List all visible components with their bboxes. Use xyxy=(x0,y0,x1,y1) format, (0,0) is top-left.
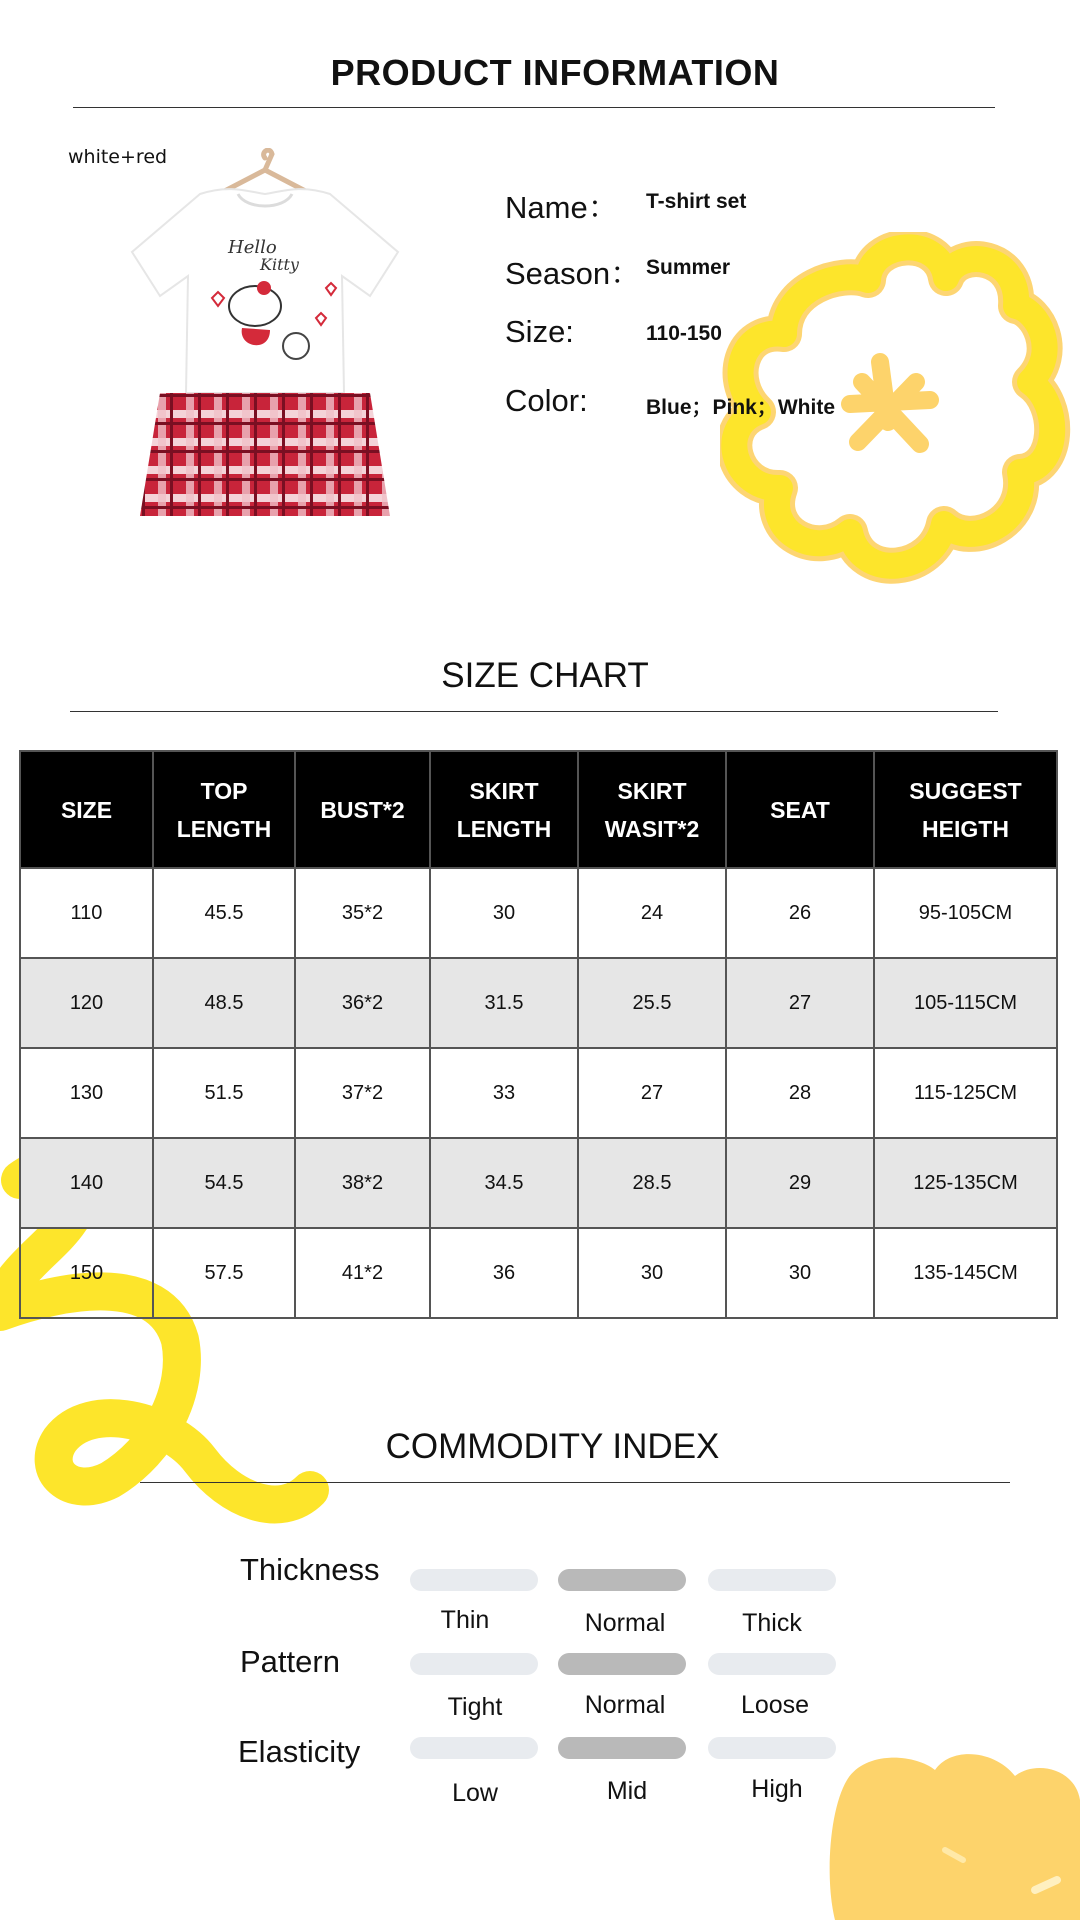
size-value: 110-150 xyxy=(646,322,722,345)
table-cell: 30 xyxy=(430,868,578,958)
table-row xyxy=(20,868,1057,958)
thickness-label: Thickness xyxy=(240,1552,380,1587)
table-header-row xyxy=(20,751,1057,868)
table-cell: 41*2 xyxy=(295,1228,430,1318)
elasticity-label: Elasticity xyxy=(238,1734,361,1769)
name-value: T-shirt set xyxy=(646,190,747,213)
table-cell: 27 xyxy=(578,1048,726,1138)
color-label: Color: xyxy=(505,383,588,418)
name-label: Name： xyxy=(505,190,619,225)
elasticity-option-high: High xyxy=(751,1775,803,1803)
pattern-option-normal: Normal xyxy=(584,1691,666,1719)
size-chart-divider xyxy=(70,711,998,712)
table-cell: 150 xyxy=(20,1228,153,1318)
table-cell: 110 xyxy=(20,868,153,958)
header-suggest-height: SUGGEST HEIGTH xyxy=(874,751,1057,868)
table-cell: 31.5 xyxy=(430,958,578,1048)
elasticity-low-bar xyxy=(410,1737,538,1759)
table-cell: 140 xyxy=(20,1138,153,1228)
variant-label: white+red xyxy=(68,146,168,168)
table-cell: 135-145CM xyxy=(874,1228,1057,1318)
table-row xyxy=(20,958,1057,1048)
pattern-label: Pattern xyxy=(240,1644,340,1679)
color-value: Blue；Pink；White xyxy=(646,396,836,419)
elasticity-mid-bar xyxy=(558,1737,686,1759)
pattern-option-loose: Loose xyxy=(740,1691,810,1719)
table-cell: 27 xyxy=(726,958,874,1048)
product-info-divider xyxy=(73,107,995,108)
table-cell: 30 xyxy=(726,1228,874,1318)
table-cell: 25.5 xyxy=(578,958,726,1048)
size-chart-table xyxy=(19,750,1058,1319)
commodity-index-title: COMMODITY INDEX xyxy=(385,1427,720,1466)
thickness-option-thin: Thin xyxy=(440,1606,490,1634)
table-cell: 95-105CM xyxy=(874,868,1057,958)
table-cell: 36 xyxy=(430,1228,578,1318)
table-cell: 120 xyxy=(20,958,153,1048)
table-cell: 45.5 xyxy=(153,868,295,958)
table-cell: 30 xyxy=(578,1228,726,1318)
table-cell: 35*2 xyxy=(295,868,430,958)
table-cell: 48.5 xyxy=(153,958,295,1048)
table-cell: 24 xyxy=(578,868,726,958)
table-cell: 115-125CM xyxy=(874,1048,1057,1138)
table-row xyxy=(20,1138,1057,1228)
table-cell: 28 xyxy=(726,1048,874,1138)
size-chart-title: SIZE CHART xyxy=(441,656,649,695)
table-cell: 37*2 xyxy=(295,1048,430,1138)
table-cell: 26 xyxy=(726,868,874,958)
thickness-option-thick: Thick xyxy=(742,1609,802,1637)
table-cell: 51.5 xyxy=(153,1048,295,1138)
season-value: Summer xyxy=(646,256,731,279)
size-label: Size: xyxy=(505,314,574,349)
pattern-loose-bar xyxy=(708,1653,836,1675)
table-cell: 105-115CM xyxy=(874,958,1057,1048)
header-seat: SEAT xyxy=(726,751,874,868)
table-cell: 34.5 xyxy=(430,1138,578,1228)
table-row xyxy=(20,1048,1057,1138)
thickness-normal-bar xyxy=(558,1569,686,1591)
pattern-tight-bar xyxy=(410,1653,538,1675)
table-row xyxy=(20,1228,1057,1318)
thickness-thin-bar xyxy=(410,1569,538,1591)
product-info-title: PRODUCT INFORMATION xyxy=(330,52,780,93)
elasticity-option-low: Low xyxy=(452,1779,498,1807)
blob-doodle xyxy=(825,1740,1080,1920)
commodity-index-divider xyxy=(140,1482,1010,1483)
thickness-thick-bar xyxy=(708,1569,836,1591)
table-cell: 130 xyxy=(20,1048,153,1138)
table-cell: 38*2 xyxy=(295,1138,430,1228)
table-cell: 125-135CM xyxy=(874,1138,1057,1228)
table-cell: 54.5 xyxy=(153,1138,295,1228)
table-cell: 28.5 xyxy=(578,1138,726,1228)
elasticity-high-bar xyxy=(708,1737,836,1759)
header-skirt-waist: SKIRT WASIT*2 xyxy=(578,751,726,868)
header-skirt-length: SKIRT LENGTH xyxy=(430,751,578,868)
header-top-length: TOP LENGTH xyxy=(153,751,295,868)
season-label: Season： xyxy=(505,256,642,291)
thickness-option-normal: Normal xyxy=(584,1609,666,1637)
table-cell: 57.5 xyxy=(153,1228,295,1318)
svg-text:Kitty: Kitty xyxy=(260,255,299,274)
table-cell: 36*2 xyxy=(295,958,430,1048)
pattern-normal-bar xyxy=(558,1653,686,1675)
table-cell: 33 xyxy=(430,1048,578,1138)
svg-text:Hello: Hello xyxy=(228,237,277,258)
table-cell: 29 xyxy=(726,1138,874,1228)
pattern-option-tight: Tight xyxy=(447,1693,503,1721)
elasticity-option-mid: Mid xyxy=(606,1777,648,1805)
product-image xyxy=(120,148,410,533)
header-bust: BUST*2 xyxy=(295,751,430,868)
header-size: SIZE xyxy=(20,751,153,868)
